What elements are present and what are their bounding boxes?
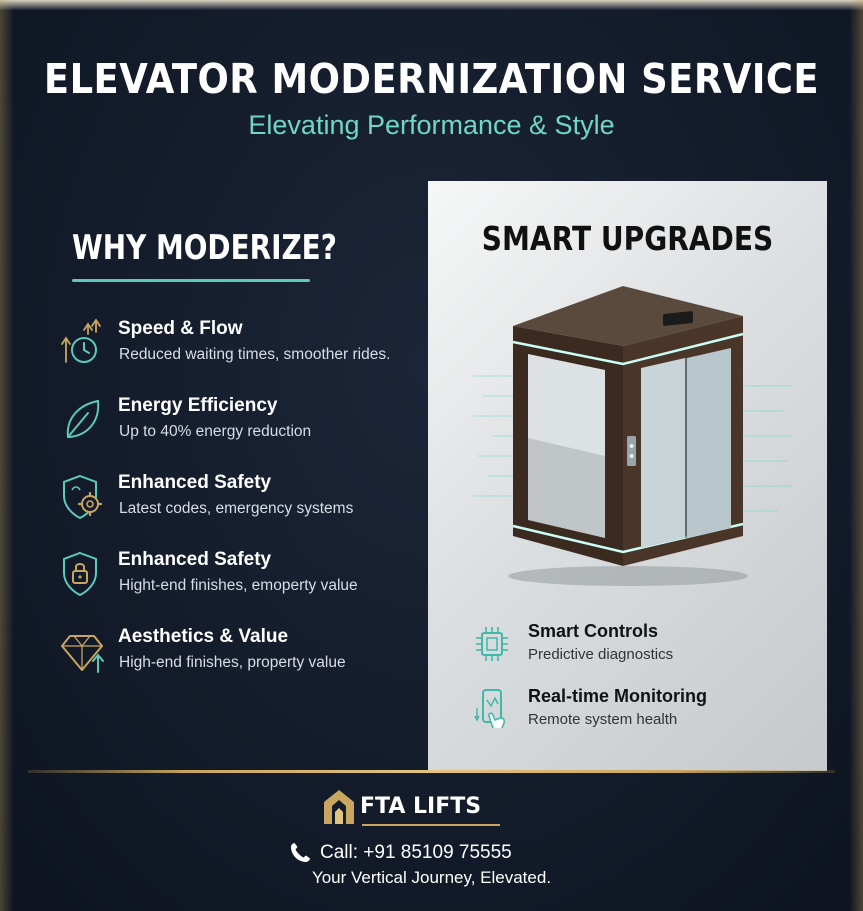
smart-upgrades-panel — [428, 181, 827, 771]
upgrade-title: Smart Controls — [528, 621, 659, 641]
logo-mark-icon — [322, 788, 356, 826]
benefit-desc: High-end finishes, property value — [119, 654, 346, 671]
contact-call[interactable] — [288, 841, 588, 867]
upgrade-smart-controls — [473, 621, 803, 671]
diamond-arrow-icon — [58, 626, 108, 676]
smart-upgrades-heading: SMART UPGRADES — [481, 219, 774, 258]
why-heading: WHY MODERIZE? — [72, 228, 337, 268]
speed-clock-icon — [58, 318, 108, 368]
upgrade-desc: Remote system health — [528, 711, 678, 728]
call-number[interactable]: Call: +91 85109 75555 — [320, 842, 512, 863]
benefit-enhanced-safety-2 — [58, 549, 418, 609]
benefit-title: Enhanced Safety — [118, 472, 272, 493]
benefit-desc: Hight-end finishes, emoperty value — [119, 577, 358, 594]
benefit-aesthetics-value — [58, 626, 418, 686]
brand-name: FTA LIFTS — [360, 794, 482, 819]
benefit-enhanced-safety — [58, 472, 418, 532]
page-subtitle: Elevating Performance & Style — [248, 110, 615, 140]
benefit-desc: Latest codes, emergency systems — [119, 500, 354, 517]
elevator-cabin-illustration — [473, 276, 793, 596]
shield-lock-icon — [58, 549, 108, 599]
chip-icon — [473, 623, 511, 665]
benefit-title: Enhanced Safety — [118, 549, 272, 570]
page-title: ELEVATOR MODERNIZATION SERVICE — [43, 55, 820, 103]
benefit-desc: Reduced waiting times, smoother rides. — [119, 346, 391, 363]
benefit-energy-efficiency — [58, 395, 418, 455]
benefit-speed-flow — [58, 318, 418, 378]
why-heading-underline — [72, 279, 310, 282]
benefit-desc: Up to 40% energy reduction — [119, 423, 312, 440]
upgrade-title: Real-time Monitoring — [528, 686, 707, 706]
upgrade-desc: Predictive diagnostics — [528, 646, 674, 663]
benefit-title: Energy Efficiency — [118, 395, 278, 416]
phone-icon — [288, 841, 312, 865]
tagline: Your Vertical Journey, Elevated. — [311, 868, 552, 887]
benefit-title: Aesthetics & Value — [118, 626, 289, 647]
gold-divider — [28, 770, 835, 773]
brand-underline — [362, 824, 500, 826]
benefit-title: Speed & Flow — [118, 318, 243, 339]
upgrade-real-time-monitoring — [473, 686, 803, 736]
shield-gear-icon — [58, 472, 108, 522]
leaf-icon — [58, 395, 108, 445]
phone-touch-icon — [473, 688, 511, 730]
